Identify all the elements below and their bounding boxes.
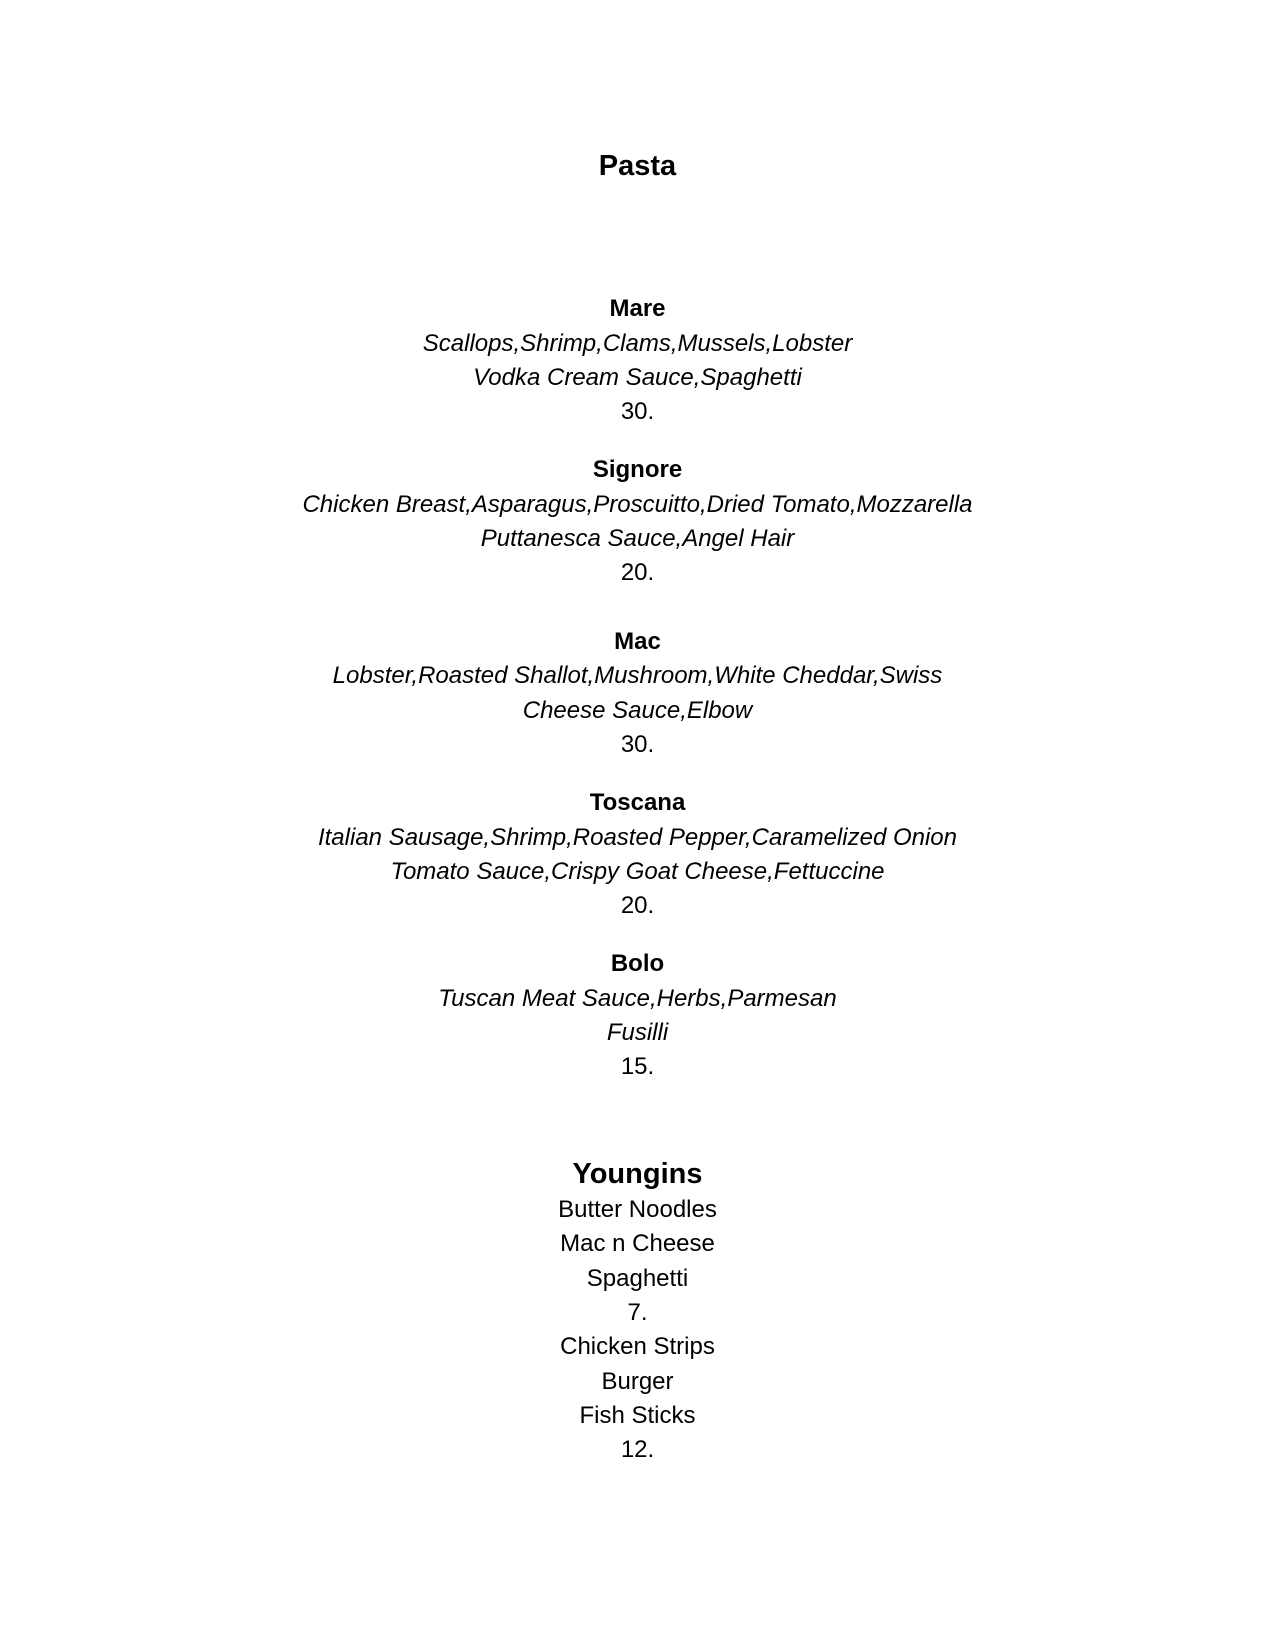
dish-price: 30. — [620, 398, 655, 425]
kids-item: Fish Sticks — [579, 1402, 696, 1429]
dish-description: Chicken Breast,Asparagus,Proscuitto,Dried Tomato,Mozzarella — [302, 491, 973, 518]
kids-item: Burger — [601, 1368, 674, 1395]
dish-price: 15. — [620, 1053, 655, 1080]
dish-description: Vodka Cream Sauce,Spaghetti — [473, 364, 802, 391]
dish-description: Puttanesca Sauce,Angel Hair — [480, 525, 795, 552]
dish-description: Italian Sausage,Shrimp,Roasted Pepper,Caramelized Onion — [317, 824, 958, 851]
kids-price: 12. — [620, 1436, 655, 1463]
dish-description: Lobster,Roasted Shallot,Mushroom,White Cheddar,Swiss — [332, 662, 943, 689]
kids-item: Mac n Cheese — [560, 1230, 715, 1257]
section-title-youngins: Youngins — [572, 1158, 703, 1190]
dish-description: Tomato Sauce,Crispy Goat Cheese,Fettuccine — [390, 858, 885, 885]
dish-name: Mac — [614, 628, 661, 655]
dish-description: Tuscan Meat Sauce,Herbs,Parmesan — [438, 985, 837, 1012]
dish-price: 20. — [620, 559, 655, 586]
section-title-pasta: Pasta — [598, 150, 677, 182]
dish-name: Toscana — [589, 789, 686, 816]
dish-name: Signore — [592, 456, 683, 483]
dish-price: 20. — [620, 892, 655, 919]
dish-description: Fusilli — [606, 1019, 669, 1046]
dish-name: Bolo — [610, 950, 665, 977]
kids-item: Butter Noodles — [558, 1196, 717, 1223]
kids-item: Spaghetti — [586, 1265, 689, 1292]
kids-item: Chicken Strips — [560, 1333, 715, 1360]
kids-price: 7. — [627, 1299, 648, 1326]
dish-description: Scallops,Shrimp,Clams,Mussels,Lobster — [422, 330, 853, 357]
dish-description: Cheese Sauce,Elbow — [522, 697, 753, 724]
dish-name: Mare — [609, 295, 666, 322]
dish-price: 30. — [620, 731, 655, 758]
